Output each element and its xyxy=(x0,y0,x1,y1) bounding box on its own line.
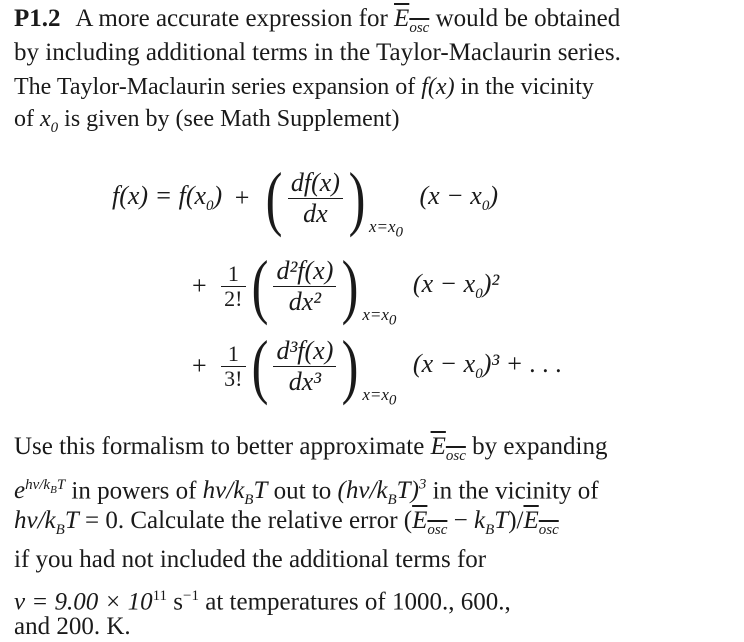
body-line-3: $h\nu/k_BT = 0$. Calculate the relative error $(E_{osc} - k_BT)/E_{osc}$ xyxy=(14,507,559,538)
taylor-equation-row-3: + $\frac{1}{3!}$ ( $\frac{\text{d³f(x)}}{\text{dx³}}$ ) $x=x_0$ $(x - x_0)^3$ + . . . xyxy=(192,326,563,409)
problem-line-2: by including additional terms in the Taylor-Maclaurin series. xyxy=(14,39,621,66)
body-line-4: if you had not included the additional terms for xyxy=(14,546,487,573)
problem-line-4: of $x_0$ is given by (see Math Supplement) xyxy=(14,106,400,136)
intro-text-2: would be obtained xyxy=(435,5,621,32)
body-line-5: $\nu = 9.00 \times 10^{11}$ $s^{-1}$ at temperatures of 1000., 600., xyxy=(14,588,511,616)
body-line-6: and 200. K. xyxy=(14,613,131,640)
problem-number: P1.2 xyxy=(14,5,61,32)
intro-text-1: A more accurate expression for xyxy=(75,5,388,32)
taylor-equation-row-2: + $\frac{1}{2!}$ ( $\frac{\text{d²f(x)}}{\text{dx²}}$ ) $x=x_0$ $(x - x_0)^2$ xyxy=(192,246,500,329)
taylor-equation-row-1: $f(x) = f(x_0)$ + ( $\frac{df(x)}{dx}$ ) $x=x_0$ $(x - x_0)$ xyxy=(112,158,498,241)
body-line-2: $e^{h\nu/k_BT}$ in powers of $h\nu/k_BT$ out to $(h\nu/k_BT)^3$ in the vicinity of xyxy=(14,477,599,509)
problem-line-3: The Taylor-Maclaurin series expansion of f(x) in the vicinity xyxy=(14,74,594,100)
e-osc-symbol: $E_{osc}$ xyxy=(394,5,430,36)
body-line-1: Use this formalism to better approximate $E_{osc}$ by expanding xyxy=(14,433,608,464)
